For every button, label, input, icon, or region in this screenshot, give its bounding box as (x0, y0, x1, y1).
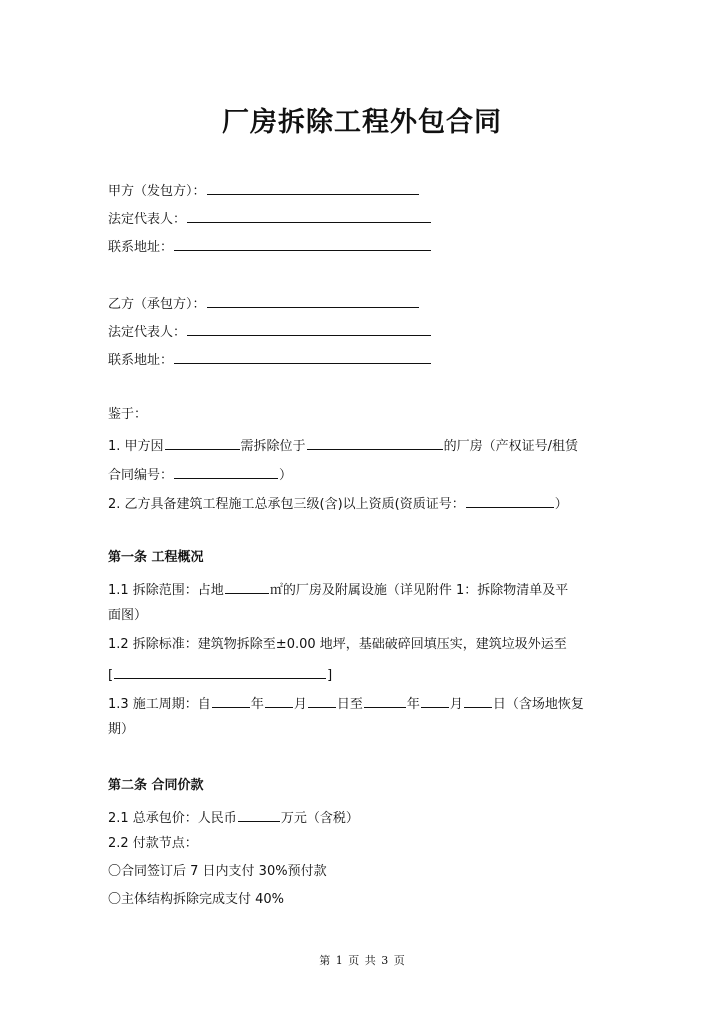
footer-label-page: 第 (319, 954, 331, 967)
footer-label-ye-2: 页 (393, 954, 405, 967)
whereas-item-1-text-d: 合同编号： (108, 468, 174, 483)
document-title: 厂房拆除工程外包合同 (222, 107, 502, 138)
year-label: 年 (250, 697, 264, 712)
year-label-2: 年 (406, 697, 420, 712)
article-1-2-cont (108, 665, 332, 684)
footer-label-total: 共 (364, 954, 376, 967)
party-a-blank[interactable] (207, 181, 419, 195)
article-1-1-text-b: ㎡的厂房及附属设施（详见附件 1：拆除物清单及平 (269, 583, 569, 598)
party-b-addr-line (108, 350, 432, 369)
party-b-blank[interactable] (207, 294, 419, 308)
area-blank[interactable] (225, 580, 269, 594)
location-blank[interactable] (307, 436, 443, 450)
party-b-rep-line (108, 322, 432, 341)
month-label: 月 (293, 697, 307, 712)
end-day-blank[interactable] (464, 694, 492, 708)
whereas-heading: 鉴于： (108, 407, 148, 422)
whereas-item-1 (108, 436, 578, 455)
article-1-1-text-a: 1.1 拆除范围：占地 (108, 583, 224, 598)
party-b-line (108, 294, 420, 313)
article-1-1 (108, 580, 568, 599)
bracket-close: ] (327, 668, 333, 683)
article-1-1-cont: 面图） (108, 608, 148, 623)
party-b-addr-label: 联系地址： (108, 353, 174, 368)
article-1-2: 1.2 拆除标准：建筑物拆除至±0.00 地坪，基础破碎回填压实，建筑垃圾外运至 (108, 637, 567, 652)
footer-page-number: 1 (335, 954, 343, 967)
article-1-3 (108, 694, 584, 713)
whereas-item-1-text-a: 1. 甲方因 (108, 439, 164, 454)
month-label-2: 月 (449, 697, 463, 712)
end-year-blank[interactable] (364, 694, 406, 708)
party-a-rep-line (108, 209, 432, 228)
page-footer (0, 952, 724, 968)
whereas-item-1-text-e: ） (279, 468, 293, 483)
article-2-heading: 第二条 合同价款 (108, 778, 204, 793)
whereas-item-1-text-c: 的厂房（产权证号/租赁 (443, 439, 578, 454)
party-a-addr-label: 联系地址： (108, 240, 174, 255)
price-blank[interactable] (238, 808, 280, 822)
article-1-3-cont: 期） (108, 722, 135, 737)
whereas-item-1-text-b: 需拆除位于 (240, 439, 306, 454)
payment-item-1: 〇合同签订后 7 日内支付 30%预付款 (108, 864, 327, 879)
whereas-item-2-text-b: ） (554, 497, 568, 512)
payment-item-2: 〇主体结构拆除完成支付 40% (108, 892, 285, 907)
start-month-blank[interactable] (265, 694, 293, 708)
article-2-1-text-a: 2.1 总承包价：人民币 (108, 811, 237, 826)
whereas-item-1-cont (108, 465, 292, 484)
waste-destination-blank[interactable] (114, 665, 326, 679)
party-a-line (108, 181, 420, 200)
party-b-addr-blank[interactable] (174, 350, 431, 364)
day-to-label: 日至 (336, 697, 363, 712)
reason-blank[interactable] (165, 436, 240, 450)
party-a-addr-line (108, 237, 432, 256)
party-b-rep-blank[interactable] (187, 322, 431, 336)
whereas-item-2 (108, 494, 568, 513)
party-a-addr-blank[interactable] (174, 237, 431, 251)
end-month-blank[interactable] (421, 694, 449, 708)
party-a-label: 甲方（发包方）： (108, 184, 206, 199)
start-year-blank[interactable] (212, 694, 250, 708)
party-b-rep-label: 法定代表人： (108, 325, 187, 340)
contract-number-blank[interactable] (174, 465, 278, 479)
start-day-blank[interactable] (308, 694, 336, 708)
footer-label-ye: 页 (348, 954, 360, 967)
article-2-1 (108, 808, 359, 827)
qualification-number-blank[interactable] (466, 494, 554, 508)
whereas-item-2-text-a: 2. 乙方具备建筑工程施工总承包三级(含)以上资质(资质证号： (108, 497, 465, 512)
article-2-2: 2.2 付款节点： (108, 836, 198, 851)
article-2-1-text-b: 万元（含税） (280, 811, 359, 826)
party-b-label: 乙方（承包方）： (108, 297, 206, 312)
bracket-open: [ (108, 668, 114, 683)
party-a-rep-label: 法定代表人： (108, 212, 187, 227)
article-1-heading: 第一条 工程概况 (108, 550, 204, 565)
article-1-3-text-a: 1.3 施工周期：自 (108, 697, 211, 712)
party-a-rep-blank[interactable] (187, 209, 431, 223)
footer-total-pages: 3 (381, 954, 389, 967)
article-1-3-text-end: 日（含场地恢复 (492, 697, 584, 712)
